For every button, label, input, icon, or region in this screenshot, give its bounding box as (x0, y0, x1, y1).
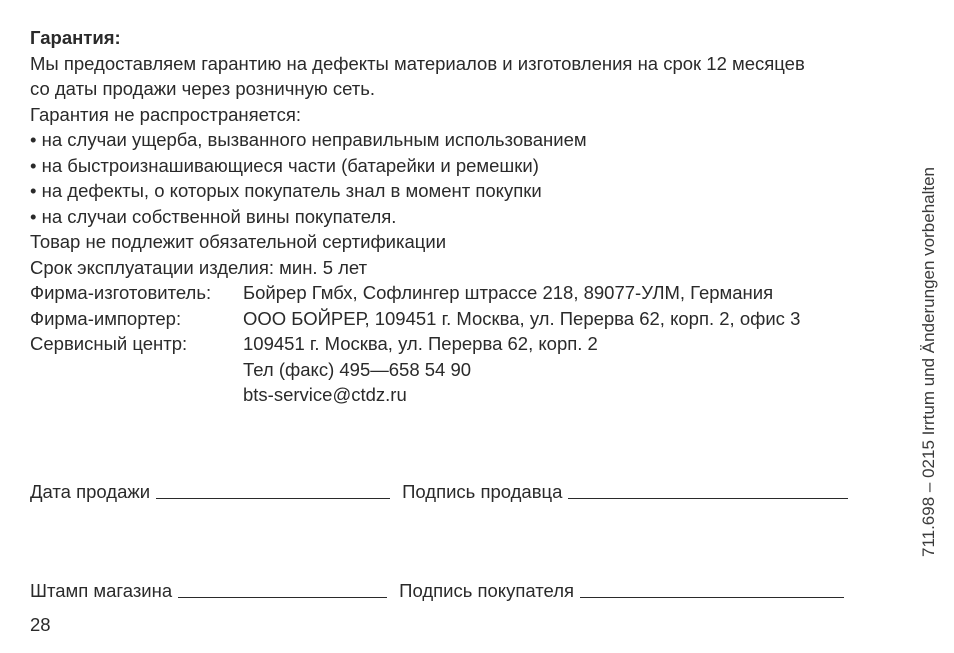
buyer-signature-label: Подпись покупателя (399, 580, 575, 601)
certification-note: Товар не подлежит обязательной сертификации (30, 231, 447, 252)
warranty-text-block (30, 25, 910, 408)
exclusion-item: • на случаи собственной вины покупателя. (30, 204, 910, 230)
sale-date-label: Дата продажи (30, 481, 151, 502)
exclusion-item: • на быстроизнашивающиеся части (батарейки и ремешки) (30, 153, 910, 179)
shop-stamp-field[interactable] (178, 596, 387, 598)
service-phone: Тел (факс) 495—658 54 90 (243, 358, 472, 380)
shop-stamp-label: Штамп магазина (30, 580, 173, 601)
buyer-signature-field[interactable] (580, 596, 844, 598)
exclusion-item: • на случаи ущерба, вызванного неправильным использованием (30, 127, 910, 153)
service-center-row (30, 331, 910, 357)
service-center-label: Сервисный центр: (30, 333, 188, 354)
exclusion-item: • на дефекты, о которых покупатель знал в момент покупки (30, 178, 910, 204)
manufacturer-label: Фирма-изготовитель: (30, 282, 212, 303)
importer-row (30, 306, 910, 332)
warranty-line: Мы предоставляем гарантию на дефекты материалов и изготовления на срок 12 месяцев (30, 52, 805, 74)
service-center-address: 109451 г. Москва, ул. Перерва 62, корп. 2 (243, 333, 598, 354)
importer-value: ООО БОЙРЕР, 109451 г. Москва, ул. Перерва 62, корп. 2, офис 3 (243, 307, 801, 329)
warranty-line: Гарантия не распространяется: (30, 103, 301, 125)
importer-label: Фирма-импортер: (30, 307, 182, 329)
warranty-line: со даты продажи через розничную сеть. (30, 78, 376, 99)
service-life: Срок эксплуатации изделия: мин. 5 лет (30, 256, 368, 278)
page-number: 28 (30, 614, 51, 635)
seller-signature-field[interactable] (568, 497, 848, 499)
sale-date-field[interactable] (156, 497, 390, 499)
side-note: 711.698 – 0215 Irrtum und Änderungen vorbehalten (919, 166, 938, 558)
seller-signature-label: Подпись продавца (402, 481, 563, 502)
service-email: bts-service@ctdz.ru (243, 384, 407, 405)
signature-row-sale (30, 481, 890, 503)
manufacturer-row (30, 280, 910, 306)
warranty-heading: Гарантия: (30, 27, 121, 48)
signature-row-stamp (30, 580, 890, 602)
manufacturer-value: Бойрер Гмбх, Софлингер штрассе 218, 89077-УЛМ, Германия (243, 282, 774, 303)
